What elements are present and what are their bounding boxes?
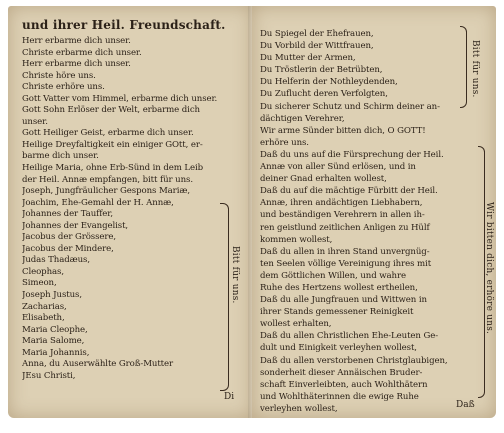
right-page — [252, 6, 496, 418]
litany-line: Du Helferin der Nothleydenden, — [260, 77, 398, 88]
litany-line: schaft Einverleibten, auch Wohlthätern — [260, 379, 428, 390]
litany-lines-left — [22, 36, 238, 382]
litany-line: Maria Johannis, — [22, 347, 90, 358]
litany-line: Christe erhöre uns. — [22, 82, 105, 93]
litany-line: sonderheit dieser Annäischen Bruder- — [260, 367, 423, 378]
litany-line: Daß du alle Jungfrauen und Wittwen in — [260, 295, 427, 306]
brace-bitt-fur-uns — [220, 203, 229, 391]
litany-line: Herr erbarme dich unser. — [22, 59, 131, 70]
litany-line: Du Vorbild der Wittfrauen, — [260, 41, 374, 52]
litany-line: Judas Thadæus, — [22, 255, 90, 266]
litany-line: Gott Sohn Erlöser der Welt, erbarme dich — [22, 105, 200, 116]
litany-line: Maria Salome, — [22, 336, 85, 347]
litany-line: Heilige Dreyfaltigkeit ein einiger GOtt, er- — [22, 139, 203, 150]
litany-line: dult und Einigkeit verleyhen wollest, — [260, 343, 417, 354]
litany-line: Jacobus der Grössere, — [22, 232, 117, 243]
litany-line: ten Seelen völlige Vereinigung ihres mit — [260, 258, 432, 269]
side-note-bottom: Wir bitten dich, erhöre uns. — [484, 202, 494, 335]
litany-line: Daß du allen in ihren Stand unvergnüg- — [260, 246, 430, 257]
litany-line: JEsu Christi, — [22, 370, 76, 381]
litany-line: dächtigen Verehrer, — [260, 113, 345, 124]
litany-line: deiner Gnad erhalten wollest, — [260, 174, 387, 185]
litany-line: ihrer Stands gemessener Reinigkeit — [260, 307, 414, 318]
left-page — [8, 6, 252, 418]
litany-line: wollest erhalten, — [260, 319, 332, 330]
catchword: Di — [224, 392, 235, 402]
litany-line: Johannes der Tauffer, — [22, 209, 113, 220]
litany-line: Du Tröstlerin der Betrübten, — [260, 65, 383, 76]
litany-line: Daß du uns auf die Fürsprechung der Heil. — [260, 149, 444, 160]
litany-line: verleyhen wollest, — [260, 403, 338, 414]
litany-line: Ruhe des Hertzens wollest ertheilen, — [260, 282, 418, 293]
page-title: und ihrer Heil. Freundschaft. — [22, 18, 226, 32]
side-note-bitt-fur-uns: Bitt für uns. — [230, 246, 240, 304]
litany-line: Elisabeth, — [22, 313, 65, 324]
litany-line: Herr erbarme dich unser. — [22, 36, 131, 46]
litany-line: Gott Heiliger Geist, erbarme dich unser. — [22, 128, 194, 139]
litany-line: Wir arme Sünder bitten dich, O GOTT! — [260, 125, 426, 136]
litany-line: Johannes der Evangelist, — [22, 220, 129, 231]
litany-line: Zacharias, — [22, 301, 67, 312]
side-note-top: Bitt für uns. — [470, 40, 480, 98]
brace-top — [460, 26, 467, 108]
litany-line: barme dich unser. — [22, 151, 99, 162]
litany-line: Heilige Maria, ohne Erb-Sünd in dem Leib — [22, 163, 204, 174]
litany-line: Joachim, Ehe-Gemahl der H. Annæ, — [22, 197, 174, 208]
litany-line: Anna, du Auserwählte Groß-Mutter — [22, 359, 174, 370]
litany-line: Joseph, Jungfräulicher Gespons Mariæ, — [22, 186, 190, 197]
catchword: Daß — [456, 400, 475, 410]
litany-line: Du sicherer Schutz und Schirm deiner an- — [260, 101, 440, 112]
litany-line: dem Göttlichen Willen, und wahre — [260, 270, 406, 281]
litany-line: Maria Cleophe, — [22, 324, 88, 335]
litany-line: Du Mutter der Armen, — [260, 53, 356, 64]
litany-line: Christe höre uns. — [22, 70, 96, 81]
litany-line: Joseph Justus, — [22, 290, 83, 301]
litany-line: Simeon, — [22, 278, 57, 289]
litany-line: Jacobus der Mindere, — [22, 243, 114, 254]
litany-line: unser. — [22, 116, 48, 127]
litany-line: Cleophas, — [22, 266, 64, 277]
litany-line: Annæ, ihren andächtigen Liebhabern, — [260, 198, 423, 209]
litany-line: der Heil. Annæ empfangen, bitt für uns. — [22, 174, 193, 185]
litany-line: und Wohlthäterinnen die ewige Ruhe — [260, 391, 419, 402]
litany-line: Daß du allen Christlichen Ehe-Leuten Ge- — [260, 331, 439, 342]
litany-line: und beständigen Verehrern in allen ih- — [260, 210, 425, 221]
litany-line: Gott Vatter vom Himmel, erbarme dich unser. — [22, 93, 218, 104]
litany-line: kommen wollest, — [260, 234, 333, 245]
litany-line: Daß du allen verstorbenen Christglaubigen, — [260, 355, 448, 366]
litany-lines-right — [260, 28, 478, 415]
litany-line: Christe erbarme dich unser. — [22, 47, 142, 58]
litany-line: Du Spiegel der Ehefrauen, — [260, 29, 374, 39]
litany-line: erhöre uns. — [260, 137, 309, 148]
litany-line: Du Zuflucht deren Verfolgten, — [260, 89, 388, 100]
litany-line: Daß du auf die mächtige Fürbitt der Heil. — [260, 186, 438, 197]
litany-line: ren geistlund zeitlichen Anligen zu Hülf — [260, 222, 430, 233]
litany-line: Annæ von aller Sünd erlösen, und in — [260, 162, 416, 173]
